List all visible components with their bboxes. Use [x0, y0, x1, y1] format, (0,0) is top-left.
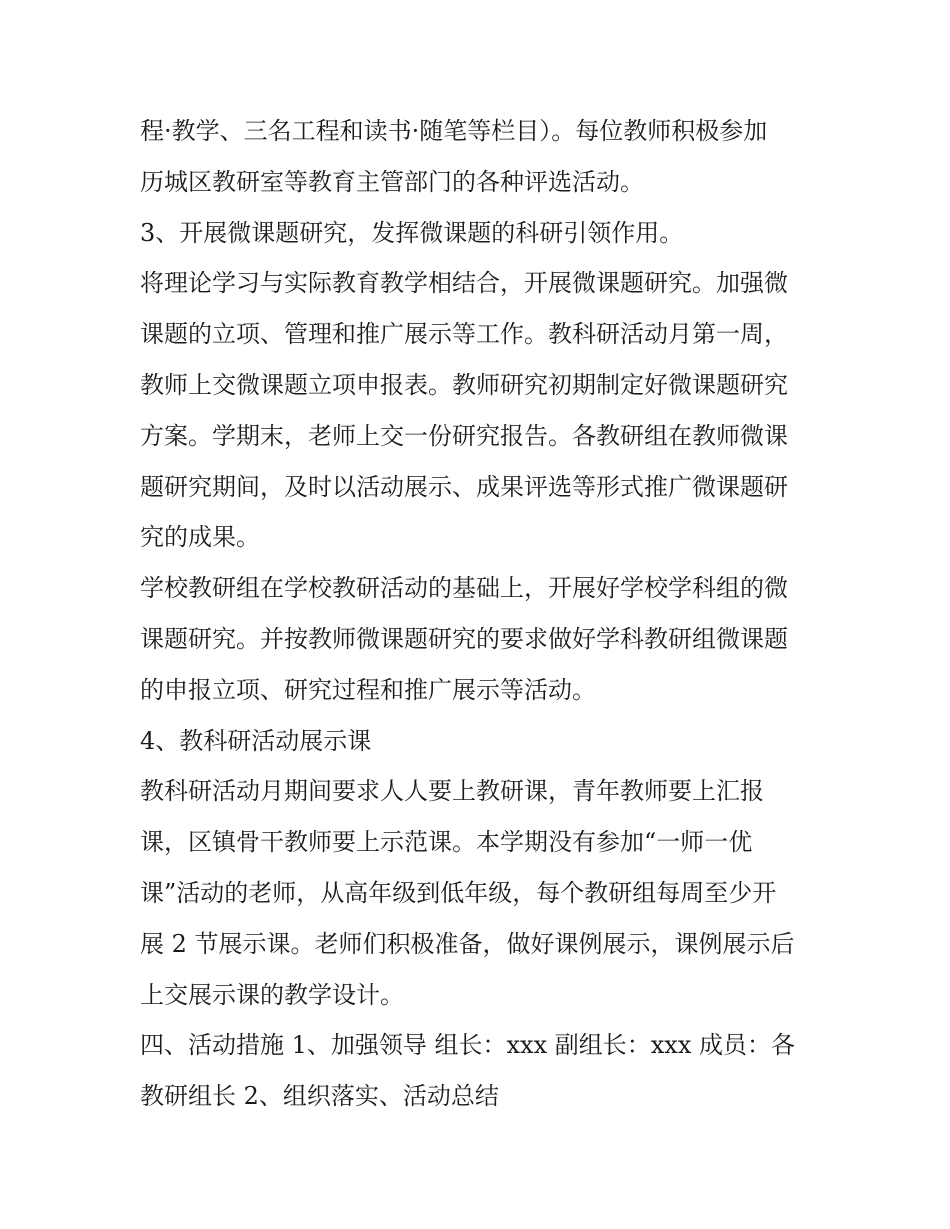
text-line: 教研组长 2、组织落实、活动总结: [140, 1082, 499, 1111]
text-line: 究的成果。: [140, 523, 260, 552]
text-line: 的申报立项、研究过程和推广展示等活动。: [140, 675, 596, 704]
text-line: 展 2 节展示课。老师们积极准备，做好课例展示，课例展示后: [140, 929, 795, 958]
text-line: 课题的立项、管理和推广展示等工作。教科研活动月第一周，: [140, 320, 788, 349]
section-heading-4: 4、教科研活动展示课: [140, 726, 372, 755]
section-heading-3: 3、开展微课题研究，发挥微课题的科研引领作用。: [140, 218, 684, 247]
text-line: 程·教学、三名工程和读书·随笔等栏目）。每位教师积极参加: [140, 117, 768, 145]
text-line: 上交展示课的教学设计。: [140, 980, 404, 1009]
document-body: [140, 106, 820, 1122]
text-line: 课，区镇骨干教师要上示范课。本学期没有参加“一师一优: [140, 828, 753, 857]
text-line: 课题研究。并按教师微课题研究的要求做好学科教研组微课题: [140, 624, 788, 653]
text-line: 教师上交微课题立项申报表。教师研究初期制定好微课题研究: [140, 370, 788, 399]
text-line: 学校教研组在学校教研活动的基础上，开展好学校学科组的微: [140, 574, 788, 603]
text-line: 题研究期间，及时以活动展示、成果评选等形式推广微课题研: [140, 472, 788, 501]
section-heading-measures: 四、活动措施 1、加强领导 组长：xxx 副组长：xxx 成员：各: [140, 1031, 795, 1060]
text-line: 方案。学期末，老师上交一份研究报告。各教研组在教师微课: [140, 421, 788, 450]
text-line: 将理论学习与实际教育教学相结合，开展微课题研究。加强微: [140, 269, 788, 298]
text-line: 历城区教研室等教育主管部门的各种评选活动。: [140, 167, 644, 196]
text-line: 教科研活动月期间要求人人要上教研课，青年教师要上汇报: [140, 777, 764, 806]
text-line: 课”活动的老师，从高年级到低年级，每个教研组每周至少开: [140, 878, 777, 907]
